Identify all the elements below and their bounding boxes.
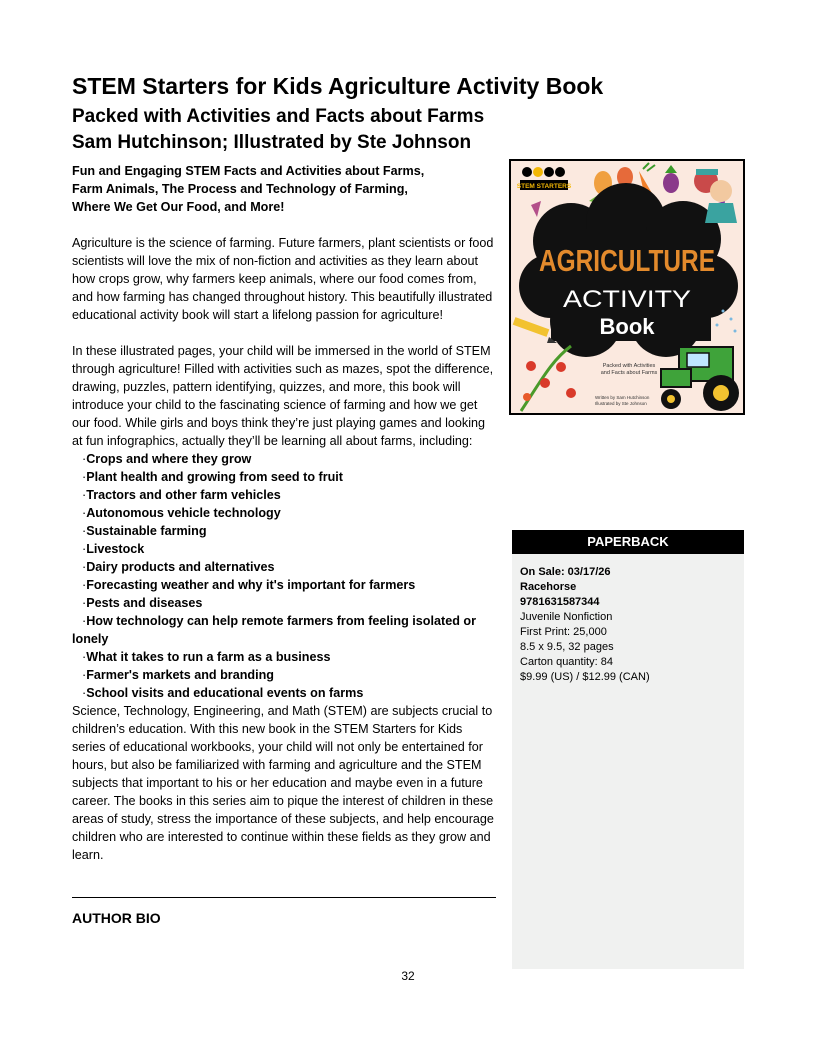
list-item [72, 468, 496, 486]
description-paragraph-1: Agriculture is the science of farming. Future farmers, plant scientists or food scientists will love the mix of non-fiction and activities as they learn about how crops grow, why farmers keep animals, where our food comes from, and how farming has changed throughout history. This beautifully illustrated educational activity book will start a lifelong passion for agriculture! [72, 236, 494, 322]
list-item [72, 594, 496, 612]
bullet-marker: · [82, 524, 87, 538]
list-item-text: Forecasting weather and why it's important for farmers [86, 578, 416, 592]
headline-line-1: Fun and Engaging STEM Facts and Activities about Farms, [72, 164, 425, 178]
bullet-marker: · [82, 560, 87, 574]
list-item [72, 540, 496, 558]
description-paragraph-3: Science, Technology, Engineering, and Math (STEM) are subjects crucial to children’s education. With this new book in the STEM Starters for Kids series of educational workbooks, your child will not only be entertained for hours, but also be familiarized with farming and agriculture and the STEM subjects that important to his or her education and maybe even in a future career. The books in this series aim to pique the interest of children in these areas of study, stress the importance of these subjects, and help encourage children who are interested to continue within these fields as they grow and learn. [72, 704, 494, 862]
cover-title-word-1: AGRICULTURE [539, 243, 715, 278]
bullet-marker: · [82, 614, 87, 628]
list-item-text: How technology can help remote farmers from feeling isolated or lonely [72, 614, 476, 646]
headline-line-2: Farm Animals, The Process and Technology of Farming, [72, 182, 408, 196]
cover-written-by: Written by Sam Hutchinson [595, 395, 650, 400]
list-item [72, 504, 496, 522]
bullet-marker: · [82, 578, 87, 592]
book-cover-image [509, 159, 745, 415]
price: $9.99 (US) / $12.99 (CAN) [520, 671, 650, 683]
first-print: First Print: 25,000 [520, 626, 607, 638]
list-item [72, 576, 496, 594]
bullet-marker: · [82, 542, 87, 556]
headline-line-3: Where We Get Our Food, and More! [72, 200, 285, 214]
list-item-text: Farmer's markets and branding [86, 668, 274, 682]
bullet-marker: · [82, 650, 87, 664]
bullet-marker: · [82, 596, 87, 610]
on-sale-date: On Sale: 03/17/26 [520, 566, 611, 578]
section-divider [72, 897, 496, 898]
list-item [72, 612, 496, 648]
list-item [72, 684, 496, 702]
description-headline [72, 162, 496, 216]
list-item [72, 486, 496, 504]
list-item-text: Crops and where they grow [86, 452, 252, 466]
list-item-text: Plant health and growing from seed to fruit [86, 470, 343, 484]
topic-list [72, 450, 496, 702]
book-subtitle: Packed with Activities and Facts about Farms [72, 106, 485, 127]
list-item-text: Pests and diseases [86, 596, 203, 610]
list-item [72, 666, 496, 684]
list-item-text: Autonomous vehicle technology [86, 506, 281, 520]
list-item-text: Sustainable farming [86, 524, 207, 538]
bullet-marker: · [82, 668, 87, 682]
cover-tagline-line-2: and Facts about Farms [600, 370, 658, 376]
book-title: STEM Starters for Kids Agriculture Activity Book [72, 73, 604, 99]
cover-title-word-2: ACTIVITY [563, 286, 691, 313]
bullet-marker: · [82, 488, 87, 502]
list-item [72, 558, 496, 576]
list-item [72, 522, 496, 540]
format-header: PAPERBACK [512, 530, 744, 554]
description-paragraph-2: In these illustrated pages, your child will be immersed in the world of STEM through agriculture! Filled with activities such as mazes, spot the difference, drawing, puzzles, pattern identifying, quizzes, and more, this book will introduce your child to the fascinating science of farming and how we get our food. While girls and boys think they’re just playing games and looking at fun infographics, actually they’ll be learning all about farms, including: [72, 344, 494, 448]
description-column [72, 162, 496, 864]
cover-tagline-line-1: Packed with Activities [602, 363, 656, 369]
cover-series-text: STEM STARTERS [516, 183, 572, 190]
product-details [512, 554, 744, 685]
specs: 8.5 x 9.5, 32 pages [520, 641, 614, 653]
list-item [72, 450, 496, 468]
author-bio-heading: AUTHOR BIO [72, 910, 161, 926]
list-item-text: Livestock [86, 542, 145, 556]
list-item-text: Tractors and other farm vehicles [86, 488, 281, 502]
cover-title-word-3: Book [599, 314, 655, 339]
bullet-marker: · [82, 452, 87, 466]
bullet-marker: · [82, 506, 87, 520]
page-number: 32 [401, 969, 415, 983]
cover-illustrated-by: Illustrated by Ste Johnson [595, 401, 647, 406]
bullet-marker: · [82, 686, 87, 700]
carton-quantity: Carton quantity: 84 [520, 656, 613, 668]
publisher: Racehorse [520, 581, 577, 593]
product-details-panel [512, 530, 744, 969]
bullet-marker: · [82, 470, 87, 484]
list-item-text: Dairy products and alternatives [86, 560, 275, 574]
list-item [72, 648, 496, 666]
list-item-text: School visits and educational events on farms [86, 686, 364, 700]
category: Juvenile Nonfiction [520, 611, 613, 623]
author-line: Sam Hutchinson; Illustrated by Ste Johnson [72, 132, 472, 153]
list-item-text: What it takes to run a farm as a business [86, 650, 331, 664]
isbn: 9781631587344 [520, 596, 600, 608]
